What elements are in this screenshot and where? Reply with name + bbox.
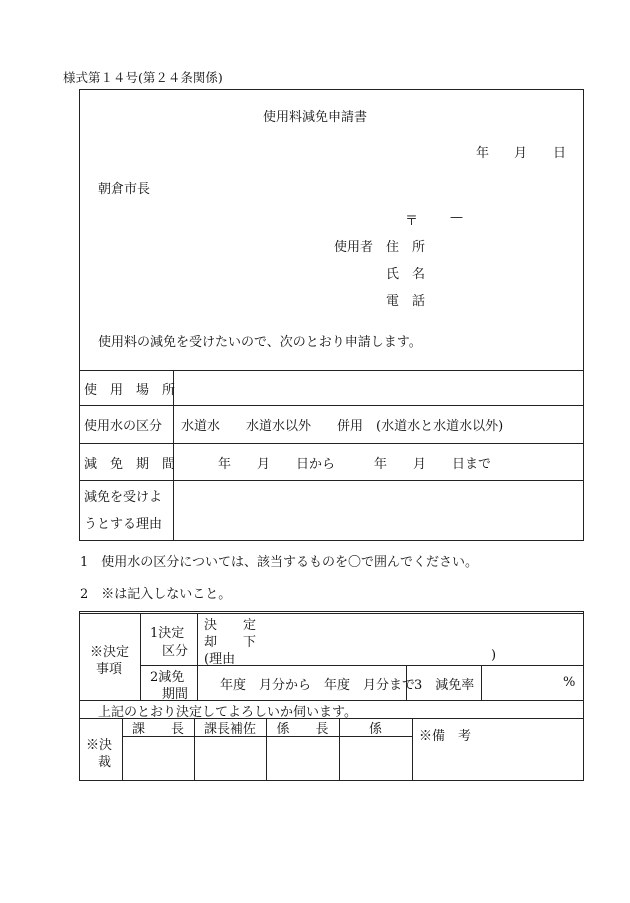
- column-rule: [412, 718, 413, 781]
- note-1: 1 使用水の区分については、該当するものを〇で囲んでください。: [80, 555, 479, 570]
- stamp-staff[interactable]: [339, 737, 412, 781]
- decision-class-line2: 区分: [162, 644, 189, 659]
- office-top-rule: [79, 613, 584, 614]
- addressee: 朝倉市長: [98, 182, 151, 197]
- date-month: 月: [514, 146, 528, 161]
- phone-label: 電 話: [386, 294, 426, 309]
- category-label: 使用水の区分: [84, 419, 163, 434]
- column-rule: [140, 613, 141, 700]
- period-label: 減 免 期 間: [84, 456, 176, 472]
- approval-sentence: 上記のとおり決定してよろしいか伺います。: [98, 705, 357, 720]
- decision-reason-open: (理由: [204, 652, 236, 667]
- category-value[interactable]: 水道水 水道水以外 併用 (水道水と水道水以外): [181, 419, 504, 434]
- address-label: 住 所: [386, 240, 426, 255]
- date-day: 日: [553, 146, 567, 161]
- applicant-label: 使用者: [334, 240, 374, 255]
- decision-reason-close: ): [491, 648, 497, 663]
- rate-label: 3 減免率: [414, 677, 475, 693]
- office-period-value[interactable]: 年度 月分から 年度 月分まで: [220, 677, 416, 693]
- form-number: 様式第１４号(第２４条関係): [63, 70, 223, 85]
- stamp-subsection-chief[interactable]: [266, 737, 339, 781]
- decision-class-line1: 1決定: [150, 626, 185, 641]
- request-sentence: 使用料の減免を受けたいので、次のとおり申請します。: [98, 335, 422, 350]
- reason-label-line2: うとする理由: [84, 517, 163, 532]
- place-label-text: 使 用 場 所: [84, 382, 176, 398]
- role-section-chief: 課 長: [131, 721, 184, 737]
- role-deputy-chief: 課長補佐: [203, 721, 256, 737]
- document-title: 使用料減免申請書: [262, 110, 367, 125]
- kessai-line2: 裁: [98, 755, 112, 770]
- reason-label-line1: 減免を受けよ: [84, 490, 163, 505]
- decision-item-line2: 事項: [96, 662, 123, 677]
- column-rule: [481, 665, 482, 700]
- postal-dash: —: [450, 210, 463, 225]
- remarks-label: ※備 考: [419, 729, 472, 744]
- period-value[interactable]: 年 月 日から 年 月 日まで: [218, 456, 492, 472]
- office-period-line1: 2減免: [150, 670, 185, 685]
- decision-option-approve[interactable]: 決 定: [204, 618, 257, 633]
- role-staff: 係: [368, 721, 382, 737]
- name-label: 氏 名: [386, 267, 426, 282]
- kessai-line1: ※決: [86, 738, 113, 753]
- role-subsection-chief: 係 長: [276, 721, 329, 737]
- stamp-deputy-chief[interactable]: [194, 737, 266, 781]
- stamp-section-chief[interactable]: [122, 737, 194, 781]
- place-field[interactable]: [173, 371, 584, 405]
- rate-unit: %: [563, 675, 576, 690]
- place-label: [84, 371, 176, 405]
- postal-mark: 〒: [405, 214, 419, 229]
- date-year: 年: [476, 146, 490, 161]
- decision-item-line1: ※決定: [90, 645, 130, 660]
- decision-option-reject[interactable]: 却 下: [204, 635, 257, 650]
- office-period-line2: 期間: [162, 687, 189, 702]
- reason-field[interactable]: [173, 481, 584, 541]
- note-2: 2 ※は記入しないこと。: [80, 587, 232, 602]
